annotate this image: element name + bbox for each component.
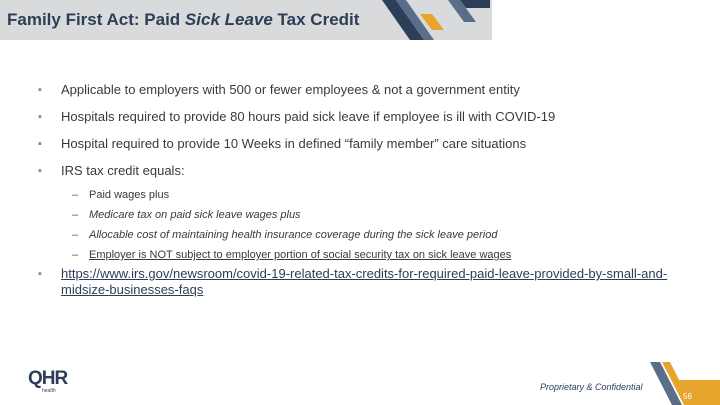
bullet-text: Applicable to employers with 500 or fewer employees & not a government entity <box>61 82 520 97</box>
bullet-list <box>38 82 698 298</box>
bullet-text: Hospital required to provide 10 Weeks in defined “family member” care situations <box>61 136 527 151</box>
logo-subtext: health <box>42 388 56 394</box>
dash-icon: – <box>72 229 79 241</box>
dash-icon: – <box>72 189 79 201</box>
sub-bullet-text: Employer is NOT subject to employer portion of social security tax on sick leave wages <box>89 249 512 261</box>
bullet-text: IRS tax credit equals: <box>61 163 185 178</box>
title-part-1: Family First Act: Paid <box>7 10 185 29</box>
logo-text: QHR <box>28 368 68 389</box>
page-number: 56 <box>683 392 692 401</box>
title-stripe-decoration <box>372 0 490 40</box>
dash-icon: – <box>72 249 79 261</box>
title-part-3: Tax Credit <box>272 10 360 29</box>
sub-bullet-item <box>38 208 698 222</box>
sub-bullet-text: Paid wages plus <box>89 189 170 201</box>
bullet-icon: ▪ <box>38 111 42 123</box>
sub-bullet-text: Medicare tax on paid sick leave wages plus <box>89 209 301 221</box>
qhr-logo <box>28 369 76 399</box>
bullet-item-link <box>38 266 671 298</box>
bullet-icon: ▪ <box>38 138 42 150</box>
bullet-item <box>38 82 698 98</box>
title-part-2: Sick Leave <box>184 10 273 29</box>
bullet-icon: ▪ <box>38 165 42 177</box>
sub-bullet-text: Allocable cost of maintaining health insurance coverage during the sick leave period <box>89 229 498 241</box>
dash-icon: – <box>72 209 79 221</box>
confidential-label: Proprietary & Confidential <box>540 382 643 392</box>
bullet-icon: ▪ <box>38 268 42 280</box>
bullet-item <box>38 136 698 152</box>
bullet-item <box>38 109 698 125</box>
sub-bullet-item <box>38 228 698 242</box>
sub-bullet-item <box>38 188 698 202</box>
bullet-icon: ▪ <box>38 84 42 96</box>
slide-title <box>7 10 359 30</box>
sub-bullet-item <box>38 248 698 262</box>
bullet-item <box>38 163 698 179</box>
bullet-text: Hospitals required to provide 80 hours paid sick leave if employee is ill with COVID-19 <box>61 109 556 124</box>
irs-faq-link[interactable]: https://www.irs.gov/newsroom/covid-19-related-tax-credits-for-required-paid-leave-provided-by-small-and-midsize-businesses-faqs <box>61 266 668 297</box>
